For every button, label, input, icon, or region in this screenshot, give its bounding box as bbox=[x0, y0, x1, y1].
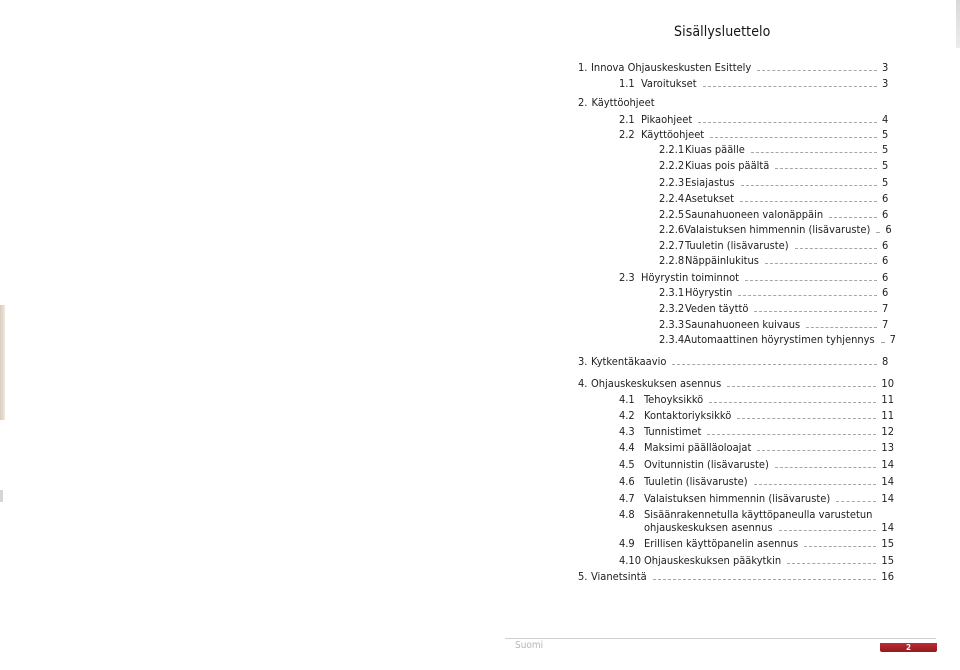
toc-entry-number: 1. bbox=[578, 61, 588, 74]
toc-entry-page: 12 bbox=[881, 425, 894, 438]
toc-leader bbox=[829, 217, 877, 218]
toc-entry-line bbox=[619, 508, 894, 521]
toc-entry-number: 2.3.3 bbox=[659, 318, 685, 331]
toc-entry bbox=[619, 553, 894, 567]
toc-entry-number: 2.3.4 bbox=[659, 333, 685, 346]
toc-entry-number: 4.8 bbox=[619, 508, 635, 521]
toc-entry-page: 7 bbox=[889, 333, 896, 346]
toc-entry bbox=[659, 142, 894, 156]
toc-entry-page: 5 bbox=[882, 159, 889, 172]
toc-entry bbox=[659, 301, 894, 315]
footer-language: Suomi bbox=[515, 640, 544, 651]
toc-entry-label: Asetukset bbox=[685, 192, 735, 205]
toc-entry-page: 4 bbox=[882, 113, 889, 126]
toc-leader bbox=[738, 295, 877, 296]
toc-leader bbox=[698, 122, 877, 123]
toc-leader bbox=[672, 364, 877, 365]
toc-entry-number: 4.7 bbox=[619, 492, 635, 505]
toc-entry-label: Innova Ohjauskeskusten Esittely bbox=[591, 61, 752, 74]
toc-entry-page: 6 bbox=[882, 286, 889, 299]
toc-leader bbox=[754, 311, 877, 312]
toc-entry-label: Saunahuoneen valonäppäin bbox=[685, 208, 824, 221]
toc-entry-label: Käyttöohjeet bbox=[591, 96, 655, 109]
toc-entry-label: Ohjauskeskuksen pääkytkin bbox=[644, 554, 782, 567]
toc-leader bbox=[745, 280, 877, 281]
toc-leader bbox=[754, 484, 877, 485]
toc-leader bbox=[740, 201, 877, 202]
toc-entry-number: 2. bbox=[578, 96, 588, 109]
toc-entry-page: 6 bbox=[885, 223, 892, 236]
toc-entry-label: Valaistuksen himmennin (lisävaruste) bbox=[644, 492, 831, 505]
toc-entry-label: Tehoyksikkö bbox=[644, 393, 704, 406]
toc-leader bbox=[765, 263, 877, 264]
toc-entry-number: 5. bbox=[578, 570, 588, 583]
toc-leader bbox=[703, 86, 877, 87]
page-edge-mark bbox=[956, 0, 960, 48]
toc-entry-number: 4.4 bbox=[619, 441, 635, 454]
toc-entry bbox=[619, 536, 894, 550]
toc-entry bbox=[619, 392, 894, 406]
toc-entry bbox=[578, 569, 894, 583]
toc-entry-number: 2.2.3 bbox=[659, 176, 685, 189]
toc-entry-page: 14 bbox=[881, 458, 894, 471]
toc-entry bbox=[578, 354, 894, 368]
toc-leader bbox=[881, 342, 885, 343]
toc-entry-label: Automaattinen höyrystimen tyhjennys bbox=[684, 333, 875, 346]
toc-section-heading bbox=[578, 96, 655, 109]
toc-leader bbox=[757, 450, 876, 451]
toc-leader bbox=[653, 579, 877, 580]
toc-entry-page: 6 bbox=[882, 192, 889, 205]
toc-entry-label: Valaistuksen himmennin (lisävaruste) bbox=[684, 223, 871, 236]
toc-entry-label: Maksimi päälläoloajat bbox=[644, 441, 752, 454]
toc-entry bbox=[659, 253, 894, 267]
toc-entry-number: 2.2.2 bbox=[659, 159, 685, 172]
toc-entry bbox=[619, 112, 894, 126]
toc-entry-page: 6 bbox=[882, 208, 889, 221]
toc-entry-number: 2.1 bbox=[619, 113, 635, 126]
toc-entry-label: Pikaohjeet bbox=[641, 113, 693, 126]
toc-entry-number: 2.2 bbox=[619, 128, 635, 141]
toc-entry bbox=[578, 376, 894, 390]
toc-entry-page: 5 bbox=[882, 143, 889, 156]
toc-title: Sisällysluettelo bbox=[674, 24, 771, 40]
page-number-badge: 2 bbox=[880, 643, 937, 652]
toc-entry-page: 14 bbox=[881, 475, 894, 488]
toc-entry bbox=[659, 332, 894, 346]
toc-entry-page: 15 bbox=[881, 537, 894, 550]
footer-divider bbox=[505, 638, 936, 639]
toc-entry-label: Varoitukset bbox=[641, 77, 697, 90]
toc-entry bbox=[619, 76, 894, 90]
page-edge-mark bbox=[0, 490, 3, 502]
toc-leader bbox=[806, 327, 877, 328]
toc-entry-number: 4.3 bbox=[619, 425, 635, 438]
toc-entry-page: 16 bbox=[881, 570, 894, 583]
toc-entry-line bbox=[644, 521, 894, 534]
toc-entry-page: 8 bbox=[882, 355, 889, 368]
toc-entry-number: 2.3.2 bbox=[659, 302, 685, 315]
toc-entry-label: Höyrystin bbox=[685, 286, 733, 299]
toc-entry-label: Kontaktoriyksikkö bbox=[644, 409, 732, 422]
toc-entry-number: 2.2.5 bbox=[659, 208, 685, 221]
toc-entry-number: 2.2.8 bbox=[659, 254, 685, 267]
toc-leader bbox=[876, 232, 880, 233]
toc-entry-page: 6 bbox=[882, 254, 889, 267]
toc-entry bbox=[659, 175, 894, 189]
toc-entry bbox=[659, 158, 894, 172]
toc-entry-label: Näppäinlukitus bbox=[685, 254, 759, 267]
toc-entry-label: Käyttöohjeet bbox=[641, 128, 705, 141]
toc-entry-label: Saunahuoneen kuivaus bbox=[685, 318, 801, 331]
toc-leader bbox=[709, 402, 876, 403]
toc-leader bbox=[787, 563, 876, 564]
toc-leader bbox=[737, 418, 876, 419]
toc-entry-label: Esiajastus bbox=[685, 176, 735, 189]
toc-leader bbox=[836, 501, 876, 502]
toc-entry-page: 3 bbox=[882, 77, 889, 90]
toc-entry-label: Erillisen käyttöpanelin asennus bbox=[644, 537, 799, 550]
toc-entry-number: 3. bbox=[578, 355, 588, 368]
toc-entry-label: Sisäänrakennetulla käyttöpaneulla varustetun bbox=[644, 508, 873, 521]
toc-entry-page: 6 bbox=[882, 271, 889, 284]
toc-entry-label: Ohjauskeskuksen asennus bbox=[591, 377, 722, 390]
toc-entry-number: 4.10 bbox=[619, 554, 642, 567]
toc-entry-page: 15 bbox=[881, 554, 894, 567]
toc-leader bbox=[775, 168, 877, 169]
toc-leader bbox=[707, 434, 876, 435]
toc-leader bbox=[751, 152, 877, 153]
toc-entry bbox=[659, 207, 894, 221]
toc-entry-page: 14 bbox=[881, 521, 894, 534]
toc-entry-number: 4. bbox=[578, 377, 588, 390]
toc-entry bbox=[578, 60, 894, 74]
page-edge-mark bbox=[0, 305, 5, 420]
toc-entry-page: 6 bbox=[882, 239, 889, 252]
toc-entry bbox=[659, 222, 894, 236]
toc-entry-label: Kiuas päälle bbox=[685, 143, 745, 156]
toc-entry-page: 3 bbox=[882, 61, 889, 74]
toc-entry-label: Kiuas pois päältä bbox=[685, 159, 770, 172]
toc-entry-label: Tuuletin (lisävaruste) bbox=[685, 239, 789, 252]
toc-entry-number: 2.2.6 bbox=[659, 223, 685, 236]
toc-entry bbox=[619, 270, 894, 284]
toc-entry-label: Veden täyttö bbox=[685, 302, 749, 315]
toc-entry-label: Tuuletin (lisävaruste) bbox=[644, 475, 748, 488]
toc-entry-number: 2.3.1 bbox=[659, 286, 685, 299]
toc-entry bbox=[619, 457, 894, 471]
toc-leader bbox=[710, 137, 877, 138]
toc-entry-number: 4.5 bbox=[619, 458, 635, 471]
toc-leader bbox=[795, 248, 877, 249]
toc-entry-number: 4.2 bbox=[619, 409, 635, 422]
toc-leader bbox=[775, 467, 877, 468]
toc-entry-page: 11 bbox=[881, 409, 894, 422]
toc-entry bbox=[619, 440, 894, 454]
toc-leader bbox=[727, 386, 876, 387]
toc-entry-page: 13 bbox=[881, 441, 894, 454]
toc-entry-page: 7 bbox=[882, 318, 889, 331]
toc-entry bbox=[659, 238, 894, 252]
toc-entry-number: 2.2.4 bbox=[659, 192, 685, 205]
toc-leader bbox=[741, 185, 878, 186]
toc-entry-number: 2.2.1 bbox=[659, 143, 685, 156]
toc-entry-number: 4.1 bbox=[619, 393, 635, 406]
toc-entry-number: 2.2.7 bbox=[659, 239, 685, 252]
toc-entry bbox=[619, 508, 894, 534]
toc-entry-page: 7 bbox=[882, 302, 889, 315]
toc-entry-page: 5 bbox=[882, 128, 889, 141]
toc-entry bbox=[619, 491, 894, 505]
toc-entry-label: ohjauskeskuksen asennus bbox=[644, 521, 773, 534]
toc-entry bbox=[619, 474, 894, 488]
toc-entry-label: Höyrystin toiminnot bbox=[641, 271, 740, 284]
toc-entry bbox=[619, 127, 894, 141]
toc-entry-page: 11 bbox=[881, 393, 894, 406]
toc-entry bbox=[619, 424, 894, 438]
toc-entry bbox=[619, 408, 894, 422]
toc-entry bbox=[659, 191, 894, 205]
toc-entry-number: 1.1 bbox=[619, 77, 635, 90]
toc-entry-number: 4.6 bbox=[619, 475, 635, 488]
toc-entry-label: Tunnistimet bbox=[644, 425, 702, 438]
toc-entry-label: Ovitunnistin (lisävaruste) bbox=[644, 458, 769, 471]
toc-entry bbox=[659, 285, 894, 299]
toc-entry-number: 2.3 bbox=[619, 271, 635, 284]
toc-entry-number: 4.9 bbox=[619, 537, 635, 550]
toc-leader bbox=[779, 530, 877, 531]
toc-leader bbox=[757, 70, 877, 71]
toc-entry-page: 14 bbox=[881, 492, 894, 505]
toc-entry-label: Kytkentäkaavio bbox=[591, 355, 667, 368]
toc-entry-label: Vianetsintä bbox=[591, 570, 647, 583]
toc-entry-page: 5 bbox=[882, 176, 889, 189]
toc-entry bbox=[659, 317, 894, 331]
toc-entry-page: 10 bbox=[881, 377, 894, 390]
toc-leader bbox=[804, 546, 876, 547]
